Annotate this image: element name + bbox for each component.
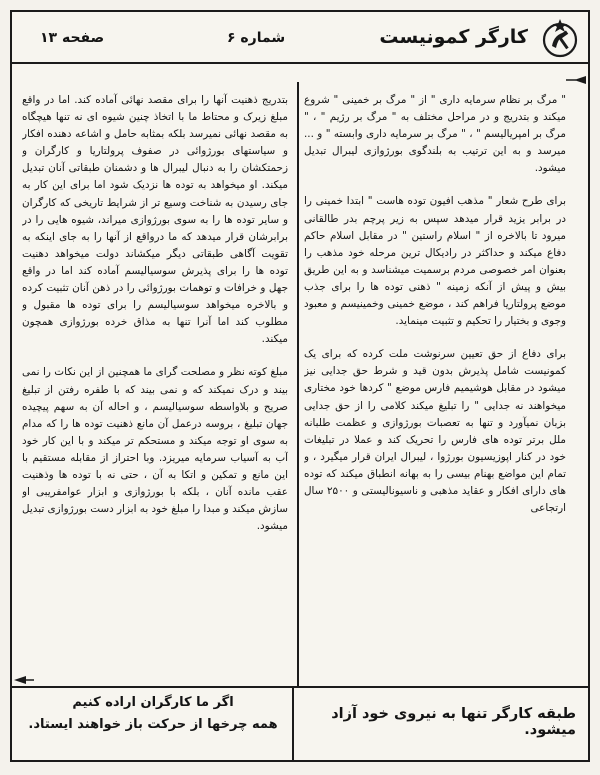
footer-divider bbox=[12, 686, 588, 688]
paragraph: بتدریج ذهنیت آنها را برای مقصد نهائی آماده کند. اما در واقع مبلغ زیرک و محتاط ما با اتخاذ چنین شیوه ای نه تنها هیچگاه به مقصد نهائی نمیرسد بلکه بمثابه حامل و اشاعه دهنده افکار و سیاستهای بورژوائی در صفوف پرولتاریا و کارگران و زحمتکشان را به دنبال لیبرال ها و دشمنان طبقاتی آنان تبدیل میکند. او میخواهد به توده ها نزدیک شود اما برای این کار به جای رسیدن به شناخت وسیع تر از شرایط تاریخی که کارگران و سایر توده ها را به سوی بورژوازی میراند، شیوه هایی را در برابرشان قرار میدهد که ما درواقع از آنها را به جای اینکه به تقویت آگاهی طبقاتی دیگر میکشاند دولت میخواهد دهنیت توده ها را برای پذیرش سوسیالیسم آماده کند اما در واقع جهل و خرافات و توهمات بورژوائی را در ذهن آنان تثبیت کرده و بالاخره میخواهد سوسیالیسم را برای توده ها مقبول و مطلوب کند اما آنرا تنها به مذاق خرده بورژوازی همچون میکند. bbox=[22, 94, 288, 346]
footer-column-divider bbox=[292, 686, 294, 760]
page-number: صفحه ۱۳ bbox=[40, 30, 105, 46]
masthead-title: کارگر کمونیست bbox=[379, 26, 528, 48]
masthead bbox=[12, 12, 588, 64]
column-divider bbox=[297, 82, 299, 686]
article-column-left bbox=[22, 92, 288, 670]
hammer-sickle-star-emblem-icon bbox=[538, 16, 582, 60]
paragraph: برای دفاع از حق تعیین سرنوشت ملت کرده که برای یک کمونیست شامل پذیرش بدون قید و شرط حق جدایی نیز میشود در مقابل هوشیمیم فارس موضع " کردها خود مختاری میخواهند نه جدایی " را تبلیغ میکند کلامی را از حق جدایی بزبان نمیآورد و تنها به تعصبات بورژوازی و عظمت طلبانه ملل برتر توده های فارس را تحریک کند و عملا در تبلیغات خود در کنار اپوزیسیون بورژوا ، لیبرال ایران قرار میگیرد ، و تمام این مواضع بهنام بیسی را به بهانه انطباق میکند که توده های دارای افکار و عقاید مذهبی و ناسیونالیستی و ۲۵۰۰ سال ارتجاعی bbox=[304, 348, 566, 515]
arrow-left-icon bbox=[566, 74, 586, 86]
article-column-right bbox=[304, 92, 566, 670]
paragraph: " مرگ بر نظام سرمایه داری " از " مرگ بر خمینی " شروع میکند و بتدریج و در مراحل مختلف به " مرگ بر رژیم " ، " مرگ بر امپریالیسم " ، " مرگ بر سرمایه داری وابسته " و ... میرسد و به این ترتیب به بلندگوی بورژوازی لیبرال تبدیل میشود. bbox=[304, 94, 566, 175]
paragraph: مبلغ کوته نظر و مصلحت گرای ما همچنین از این نکات را نمی بیند و درک نمیکند که و نمی بیند که با طفره رفتن از تبلیغ صریح و بلاواسطه سوسیالیسم ، و احاله آن به سهم پیچیده جهان تبلیغ ، بروسه درعمل آن مانع ذهنیت توده ها را که مدام به سوی او توجه میکند و مستحکم تر میکند و با این کار خود آب به آسیاب سرمایه میریزد. وبا احتراز از مقابله مستقیم با این مانع و تمکین و اتکا به آن ، حتی نه با توده ها وذهنیت عقب مانده آنان ، بلکه با بورژوازی و ابزار عوامفریبی او سازش میکند و مبدا را مبلغ خود به ابزار دست بورژوازی تبدیل میشود. bbox=[22, 366, 288, 533]
slogan-line: همه چرخها از حرکت باز خواهند ایستاد. bbox=[28, 717, 278, 732]
footer-slogan-right: طبقه کارگر تنها به نیروی خود آزاد میشود. bbox=[331, 706, 576, 738]
footer-slogan-left bbox=[22, 692, 284, 736]
issue-number: شماره ۶ bbox=[227, 30, 286, 46]
slogan-line: اگر ما کارگران اراده کنیم bbox=[72, 695, 234, 710]
arrow-left-icon bbox=[14, 674, 34, 686]
paragraph: برای طرح شعار " مذهب افیون توده هاست " ابتدا خمینی را در برابر یزید قرار میدهد سپس به زیر پرچم بدر طالقانی میرود تا بالاخره از " اسلام راستین " در مقابل اسلام حاکم دفاع میکند و حداکثر در رادیکال ترین مرحله خود مذهب را بعنوان امر خصوصی مردم برسمیت میشناسد و به این طریق بیش و پیش از آنکه زمینه " ذهنی توده ها را برای جذب موضع پرولتاریا فراهم کند ، موضع خمینی وخمینیسم و معبود وجوی و بختیار را تحکیم و تثبیت مینماید. bbox=[304, 195, 566, 328]
